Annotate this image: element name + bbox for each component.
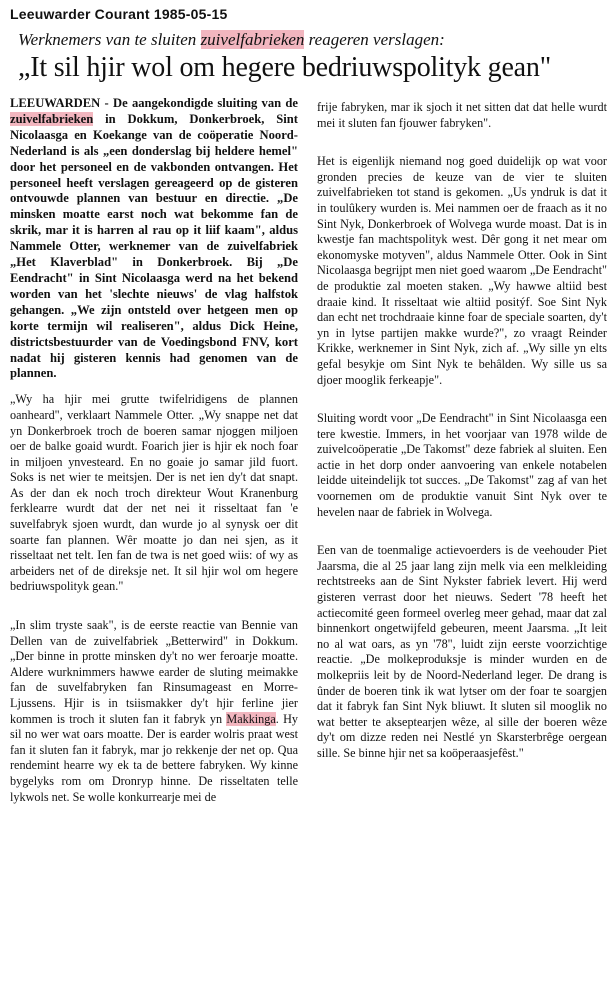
paragraph-gap (10, 604, 298, 618)
paragraph: frije fabryken, mar ik sjoch it net sitten dat dat helle wurdt mei it sluten fan fjouwer fabryken". (317, 100, 607, 130)
article-column-right (317, 100, 607, 771)
lead-text: LEEUWARDEN - De aangekondigde sluiting van de (10, 96, 298, 110)
paragraph: „Wy ha hjir mei grutte twifelridigens de plannen oanheard", verklaart Nammele Otter. „Wy snappe net dat yn Donkerbroek troch de boeren samar njoggen miljoen oer de balke goaid wurdt. Foarich jier is hjir ek noch foar in miljoen ynvesteard. En no goaie jo samar jild fuort. Soks is net wier te meitsjen. Der is net ien dy't dat snapt. As der dan ek noch troch direkteur Wout Kranenburg ferklearre wurdt dat der net nei it risseltaat fan 'e suvelfabryk sjoen wurdt, dan wurde jo al synysk oer dit soarte fan plannen. Wêr moatte jo dan nei sjen, as it risseltaat net telt. Ien fan de twa is net goed wiis: of wy as arbeiders net of de direksje net. It sil hjir wol om hegere bedriuwspolityk gean." (10, 392, 298, 594)
paragraph-gap (317, 529, 607, 543)
paragraph (10, 618, 298, 805)
kicker-text: Werknemers van te sluiten (18, 30, 201, 49)
paragraph: Het is eigenlijk niemand nog goed duidelijk op wat voor gronden precies de keuze van de vier te sluiten zuivelfabrieken tot stand is gekomen. „Us yndruk is dat it in toulûkery wurden is. Mei nammen oer de fraach as it no Sint Nyk, Donkerbroek of Wolvega wurde moast. Dat is in kwestje fan machtspolityk west. Dêr gong it net mear om ekonomyske motyven", aldus Nammele Otter. Ook in Sint Nicolaasga begrijpt men niet goed waarom „De Eendracht" de produktie zal moeten staken. „Wy hawwe altiid best draaie kind. It risseltaat wie altiid positýf. Soe Sint Nyk dan echt net trochdraaie kinne foar de speciale soarten, dy't yn in lytse partijen makke wurde?", zo vraagt Reinder Krikke, werknemer in Sint Nyk, zich af. „Wy sille yn elts gefal besykje om Sint Nyk te behâlden. Wy sille us sa djoer mooglik ferkeapje". (317, 154, 607, 387)
paragraph-gap (317, 140, 607, 154)
paragraph-gap (317, 397, 607, 411)
article-headline: „It sil hjir wol om hegere bedriuwspolityk gean" (18, 52, 551, 83)
paragraph: Sluiting wordt voor „De Eendracht" in Sint Nicolaasga een tere kwestie. Immers, in het voorjaar van 1978 wilde de zuivelcoöperatie „De Takomst" deze fabriek al sluiten. Een actie in het dorp onder aanvoering van enkele notabelen leidde uiteindelijk tot succes. „De Takomst" zag af van het voornemen om de produktie vanuit Sint Nyk over te hevelen naar de fabriek in Wolvega. (317, 411, 607, 519)
lead-highlight: zuivelfabrieken (10, 111, 94, 126)
kicker-text-end: reageren verslagen: (304, 30, 445, 49)
paragraph-text-cont: . Hy sil no wer wat oars moatte. Der is earder wolris praat west fan it sluten fan it fabryk, mar jo rekkenje der net op. Qua rendemint hearre wy ek ta de bettere fabryken. Wy kinne bygelyks rom om Dronryp hinne. De risseltaten telle lykwols net. Se wolle konkurrearje mei de (10, 711, 298, 804)
paragraph-text: „In slim tryste saak", is de eerste reactie van Bennie van Dellen van de zuivelfabriek „Betterwird" in Dokkum. „Der binne in protte minsken dy't no wer feroarje moatte. Aldere wurknimmers hawwe earder de sluting meimakke fan de suvelfabryken fan Rinsumageast en Morre-Ljussens. Hjir is in tsiismakker dy't hjir ferline jier kommen is troch it sluten fan it fabryk yn (10, 618, 298, 726)
lead-text-cont: in Dokkum, Donkerbroek, Sint Nicolaasga en Koekange van de coöperatie Noord-Nederland is als „een donderslag bij heldere hemel" door het personeel en de vakbonden ontvangen. Het personeel heeft verslagen gereageerd op de gisteren ontvouwde plannen van bestuur en directie. „De minsken moatte earst noch wat bekomme fan de skrik, mar it is harren al rau op it liif kaam", aldus Nammele Otter, werknemer van de zuivelfabriek „Het Klaverblad" in Donkerbroek. Bij „De Eendracht" in Sint Nicolaasga werd na het bekend worden van het 'slechte nieuws' de vlag halfstok gehangen. „We zijn ontsteld over hetgeen men op korte termijn wil realiseren", aldus Dick Heine, districtsbestuurder van de Voedingsbond FNV, kort nadat hij gisteren kennis had genomen van de plannen. (10, 111, 298, 381)
paragraph: Een van de toenmalige actievoerders is de veehouder Piet Jaarsma, die al 25 jaar lang zijn melk via een melkleiding rechtstreeks aan de Sint Nykster fabriek levert. Hij werd gisteren verrast door het nieuws. Sedert '78 heeft het actiecomité geen formeel overleg meer gehad, maar dat zal binnenkort ongetwijfeld gebeuren, meent Jaarsma. „It leit no al wat oars, as yn '78", luidt zijn eerste voorzichtige reactie. „De molkeproduksje is minder wurden en de molkepriis leit by de Noord-Nederland leger. De drang is ûnder de boeren tink ik wat lytser om der foar te soargjen dat it fabryk fan Sint Nyk bliuwt. It sluten sil mooglik no wat better te akseptearjen wêze, al sille der boeren wêze dy't om dizze reden nei Nestlé yn Skarsterbrêge oergean sille. Se binne hjir net sa koöperaasjefêst." (317, 543, 607, 760)
article-kicker (18, 30, 606, 50)
paragraph-highlight: Makkinga (226, 711, 276, 726)
article-column-left (10, 96, 298, 814)
kicker-highlight: zuivelfabrieken (200, 30, 305, 49)
newspaper-source-date: Leeuwarder Courant 1985-05-15 (10, 6, 228, 22)
lead-paragraph (10, 96, 298, 382)
